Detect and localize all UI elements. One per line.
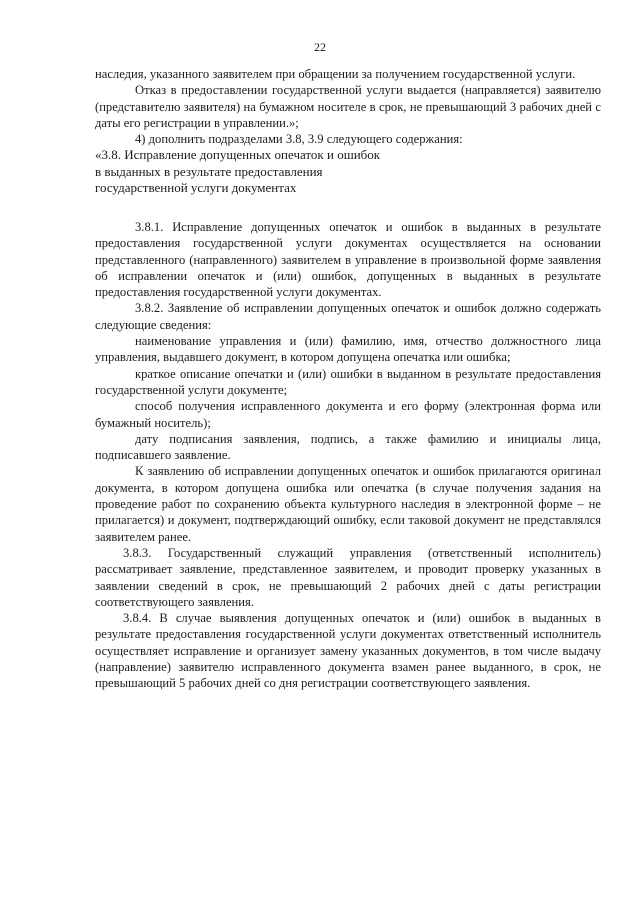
section-heading-line-1: «3.8. Исправление допущенных опечаток и ошибок bbox=[95, 147, 381, 163]
paragraph-amendment-item-4: 4) дополнить подразделами 3.8, 3.9 следующего содержания: bbox=[135, 132, 463, 147]
paragraph-item-method: способ получения исправленного документа и его форму (электронная форма или бумажный носитель); bbox=[95, 399, 601, 430]
paragraph-3-8-1: 3.8.1. Исправление допущенных опечаток и ошибок в выданных в результате предоставления государственной услуги документах осуществляется на основании представленного (направленного) заявителем в управление в произвольной форме заявления об исправлении опечаток и (или) ошибок, допущенных в выданных в результате предоставления государственной услуги документах. bbox=[95, 219, 601, 300]
paragraph-3-8-4: 3.8.4. В случае выявления допущенных опечаток и (или) ошибок в выданных в результате предоставления государственной услуги документах ответственный исполнитель осуществляет исправление и организует замену указанных документов, в том числе выдачу (направление) заявителю исправленного документа взамен ранее выданного, в срок, не превышающий 5 рабочих дней со дня регистрации соответствующего заявления. bbox=[95, 611, 601, 691]
section-heading-line-3: государственной услуги документах bbox=[95, 180, 297, 196]
paragraph-refusal: Отказ в предоставлении государственной услуги выдается (направляется) заявителю (представителю заявителя) на бумажном носителе в срок, не превышающий 3 рабочих дней с даты его регистрации в управлении.»; bbox=[95, 83, 601, 130]
paragraph-3-8-2: 3.8.2. Заявление об исправлении допущенных опечаток и ошибок должно содержать следующие сведения: bbox=[95, 301, 601, 332]
paragraph-item-signature: дату подписания заявления, подпись, а также фамилию и инициалы лица, подписавшего заявление. bbox=[95, 431, 601, 463]
section-heading bbox=[95, 147, 601, 197]
paragraph-attachments: К заявлению об исправлении допущенных опечаток и ошибок прилагаются оригинал документа, в котором допущена ошибка или опечатка (в случае получения задания на проведение работ по сохранению объекта культурного наследия в электронной форме – не прилагается) и документ, подтверждающий ошибку, если таковой документ не представлялся заявителем ранее. bbox=[95, 464, 601, 544]
paragraph-item-description: краткое описание опечатки и (или) ошибки в выданном в результате предоставления государственной услуги документе; bbox=[95, 366, 601, 397]
paragraph-item-name: наименование управления и (или) фамилию, имя, отчество должностного лица управления, выдавшего документ, в котором допущена опечатка или ошибка; bbox=[95, 334, 601, 365]
document-body bbox=[95, 66, 601, 692]
paragraph-3-8-3: 3.8.3. Государственный служащий управления (ответственный исполнитель) рассматривает заявление, представленное заявителем, и проводит проверку указанных в заявлении сведений в срок, не превышающий 2 рабочих дней с даты регистрации соответствующего заявления. bbox=[95, 545, 601, 609]
paragraph-continuation: наследия, указанного заявителем при обращении за получением государственной услуги. bbox=[95, 67, 576, 81]
page-number: 22 bbox=[314, 40, 326, 54]
section-heading-line-2: в выданных в результате предоставления bbox=[95, 163, 323, 179]
